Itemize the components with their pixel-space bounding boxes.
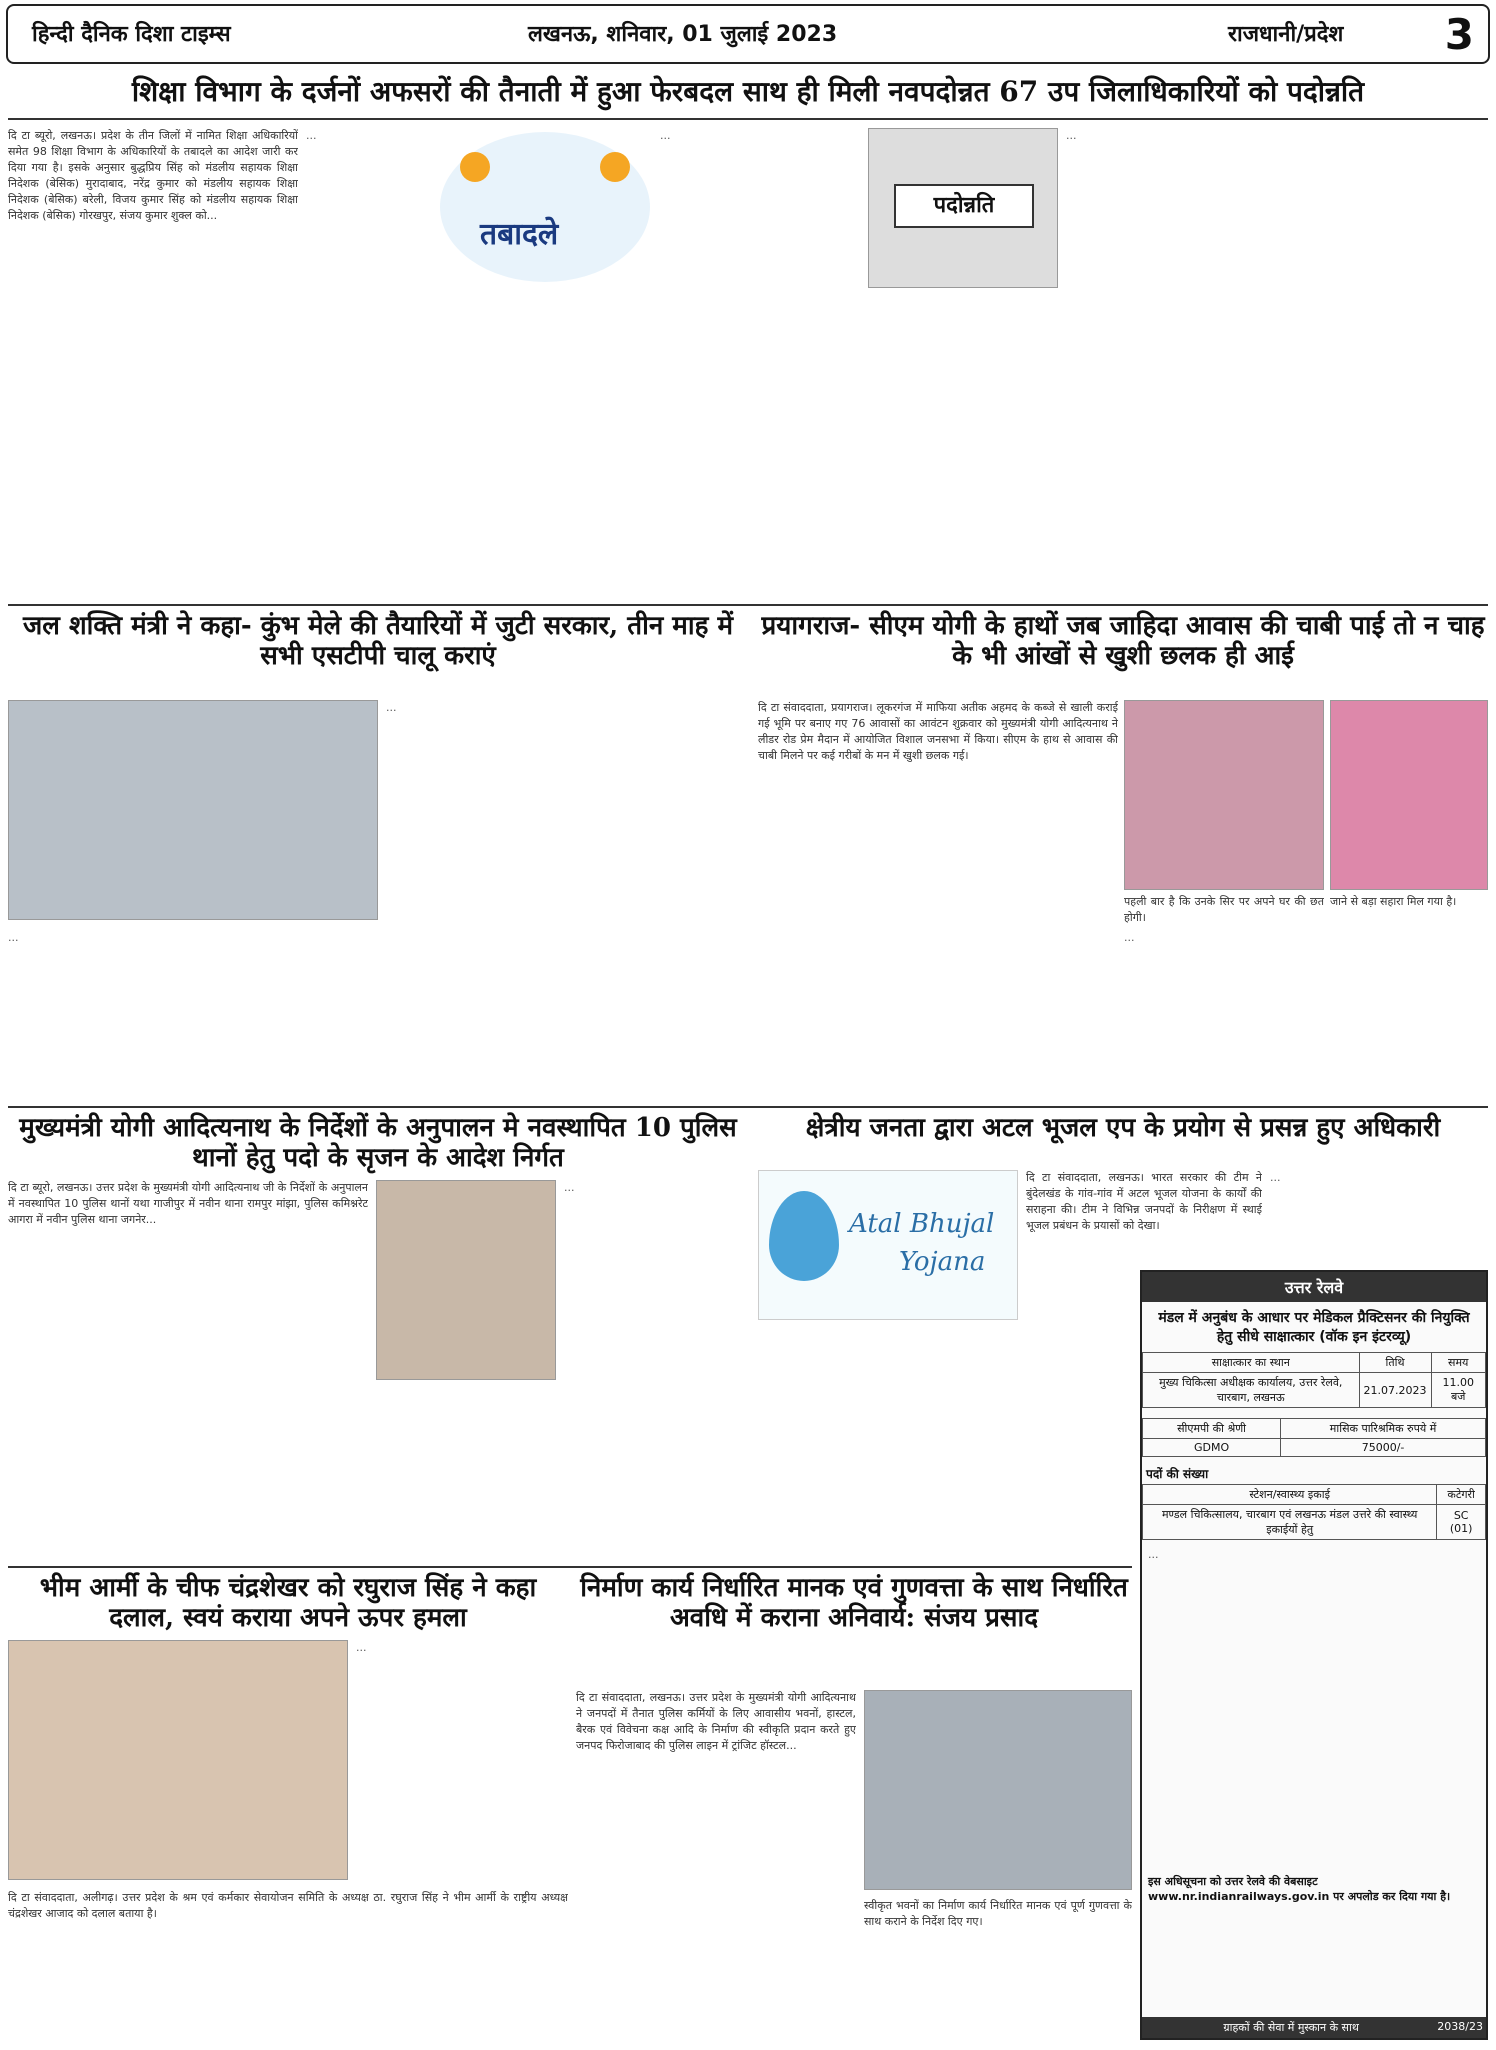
headline-s4: मुख्यमंत्री योगी आदित्यनाथ के निर्देशों के अनुपालन मे नवस्थापित 10 पुलिस थानों हेतु पदो के सृजन के आदेश निर्गत (19, 1113, 737, 1173)
story-s3-col2: ... (1124, 931, 1135, 944)
caption-2: जाने से बड़ा सहारा मिल गया है। (1330, 895, 1457, 908)
story-s1-body: दि टा ब्यूरो, लखनऊ। प्रदेश के तीन जिलों में नामित शिक्षा अधिकारियों समेत 98 शिक्षा विभाग के अधिकारियों के तबादले का आदेश जारी कर दिया गया है। इसके अनुसार बुद्धप्रिय सिंह को मंडलीय सहायक शिक्षा निदेशक (बेसिक) मुरादाबाद, नरेंद्र कुमार को मंडलीय सहायक शिक्षा निदेशक (बेसिक) बरेली, विजय कुमार सिंह को मंडलीय सहायक शिक्षा निदेशक (बेसिक) गोरखपुर, संजय कुमार शुक्ल को... (8, 129, 298, 222)
headline-s5: क्षेत्रीय जनता द्वारा अटल भूजल एप के प्रयोग से प्रसन्न हुए अधिकारी (805, 1113, 1441, 1143)
post-table (1142, 1484, 1486, 1540)
table-header: समय (1431, 1353, 1486, 1373)
table-header: सीएमपी की श्रेणी (1143, 1419, 1281, 1439)
advert-org: उत्तर रेलवे (1142, 1272, 1486, 1302)
story-s2-col2: ... (8, 931, 19, 944)
story-s7-col2: स्वीकृत भवनों का निर्माण कार्य निर्धारित मानक एवं पूर्ण गुणवत्ता के साथ कराने के निर्देश दिए गए। (864, 1899, 1132, 1928)
tagline: ग्राहकों की सेवा में मुस्कान के साथ (1223, 2021, 1359, 2034)
table-cell: 11.00 बजे (1431, 1373, 1486, 1408)
table-header: मासिक पारिश्रमिक रुपये में (1281, 1419, 1486, 1439)
story-s6-body: दि टा संवाददाता, अलीगढ़। उत्तर प्रदेश के श्रम एवं कर्मकार सेवायोजन समिति के अध्यक्ष ठा. रघुराज सिंह ने भीम आर्मी के राष्ट्रीय अध्यक्ष चंद्रशेखर आजाद को दलाल बताया है। (8, 1891, 568, 1920)
zahida-photo (1124, 700, 1324, 890)
logo-line-2: Yojana (899, 1247, 986, 1277)
logo-line-1: Atal Bhujal (849, 1209, 995, 1239)
transfer-text: तबादले (480, 217, 559, 252)
promotion-graphic (868, 128, 1058, 288)
advert-body: ... (1148, 1548, 1159, 1561)
advert-footer: इस अधिसूचना को उत्तर रेलवे की वेबसाइट www.nr.indianrailways.gov.in पर अपलोड कर दिया गया है। (1148, 1875, 1451, 1903)
headline-s3: प्रयागराज- सीएम योगी के हाथों जब जाहिदा आवास की चाबी पाई तो न चाह के भी आंखों से खुशी छलक ही आई (761, 611, 1485, 671)
sanjay-prasad-photo (376, 1180, 556, 1380)
table-cell: GDMO (1143, 1439, 1281, 1457)
cm-yogi-photo (1330, 700, 1488, 890)
transfer-graphic (440, 132, 650, 282)
story-s3-body: दि टा संवाददाता, प्रयागराज। लूकरगंज में माफिया अतीक अहमद के कब्जे से खाली कराई गई भूमि पर बनाए गए 76 आवासों का आवंटन शुक्रवार को मुख्यमंत्री योगी आदित्यनाथ ने लीडर रोड प्रेम मैदान में आयोजित विशाल जनसभा में किया। सीएम के हाथ से आवास की चाबी मिलने पर कई गरीबों के मन में खुशी छलक गई। (758, 701, 1118, 762)
story-s4-col2: ... (564, 1181, 575, 1194)
table-cell: मण्डल चिकित्सालय, चारबाग एवं लखनऊ मंडल उत्तरे की स्वास्थ्य इकाईयों हेतु (1143, 1505, 1437, 1540)
headline-s2: जल शक्ति मंत्री ने कहा- कुंभ मेले की तैयारियों में जुटी सरकार, तीन माह में सभी एसटीपी चालू कराएं (22, 611, 733, 671)
headline-s6: भीम आर्मी के चीफ चंद्रशेखर को रघुराज सिंह ने कहा दलाल, स्वयं कराया अपने ऊपर हमला (39, 1573, 537, 1633)
minister-photo (8, 700, 378, 920)
story-s4-body: दि टा ब्यूरो, लखनऊ। उत्तर प्रदेश के मुख्यमंत्री योगी आदित्यनाथ जी के निर्देशों के अनुपालन में नवस्थापित 10 पुलिस थानों यथा गाजीपुर में नवीन थाना रामपुर मांझा, पुलिस कमिश्नरेट आगरा में नवीन पुलिस थाना जगनेर... (8, 1181, 368, 1226)
divider (8, 118, 1488, 120)
story-s5-body: दि टा संवाददाता, लखनऊ। भारत सरकार की टीम ने बुंदेलखंड के गांव-गांव में अटल भूजल योजना के कार्यों की सराहना की। टीम ने विभिन्न जनपदों के निरीक्षण में स्थाई भूजल प्रबंधन के प्रयासों को देखा। (1026, 1171, 1262, 1232)
story-s2-body: ... (386, 701, 397, 714)
caption-1: पहली बार है कि उनके सिर पर अपने घर की छत होगी। (1124, 895, 1324, 924)
raghuraj-singh-photo (8, 1640, 348, 1880)
dateline: लखनऊ, शनिवार, 01 जुलाई 2023 (528, 22, 838, 47)
person-icon (460, 152, 490, 182)
railway-advert (1140, 1270, 1488, 2040)
advert-table (1142, 1352, 1486, 1408)
table-header: कटेगरी (1437, 1485, 1486, 1505)
divider (8, 1566, 1132, 1568)
divider (8, 1106, 1488, 1108)
atal-bhujal-logo (758, 1170, 1018, 1320)
building-photo (864, 1690, 1132, 1890)
advert-tagline (1142, 2017, 1486, 2038)
table-cell: 75000/- (1281, 1439, 1486, 1457)
person-icon (600, 152, 630, 182)
story-s6-col2: ... (356, 1641, 367, 1654)
water-drop-icon (769, 1191, 839, 1281)
promotion-text: पदोन्नति (894, 184, 1034, 228)
story-s1-col3: ... (660, 129, 671, 142)
pay-table (1142, 1418, 1486, 1457)
headline-s7: निर्माण कार्य निर्धारित मानक एवं गुणवत्ता के साथ निर्धारित अवधि में कराना अनिवार्य: संजय प्रसाद (580, 1573, 1128, 1633)
page-number: 3 (1444, 10, 1474, 59)
table-cell: SC (01) (1437, 1505, 1486, 1540)
post-label: पदों की संख्या (1146, 1467, 1209, 1481)
story-s7-body: दि टा संवाददाता, लखनऊ। उत्तर प्रदेश के मुख्यमंत्री योगी आदित्यनाथ ने जनपदों में तैनात पुलिस कर्मियों के लिए आवासीय भवनों, हास्टल, बैरक एवं विवेचना कक्ष आदि के निर्माण की स्वीकृति प्रदान करते हुए जनपद फिरोजाबाद की पुलिस लाइन में ट्रांजिट हॉस्टल... (576, 1691, 856, 1752)
table-cell: 21.07.2023 (1359, 1373, 1431, 1408)
divider (8, 604, 1488, 606)
section-name: राजधानी/प्रदेश (1228, 22, 1344, 47)
story-s5-col2: ... (1270, 1171, 1281, 1184)
table-header: स्टेशन/स्वास्थ्य इकाई (1143, 1485, 1437, 1505)
advert-title: मंडल में अनुबंध के आधार पर मेडिकल प्रैक्टिसनर की नियुक्ति हेतु सीधे साक्षात्कार (वॉक इन इंटरव्यू) (1158, 1310, 1470, 1345)
story-s1-col4: ... (1066, 129, 1077, 142)
table-cell: मुख्य चिकित्सा अधीक्षक कार्यालय, उत्तर रेलवे, चारबाग, लखनऊ (1143, 1373, 1360, 1408)
headline-s1: शिक्षा विभाग के दर्जनों अफसरों की तैनाती में हुआ फेरबदल साथ ही मिली नवपदोन्नत 67 उप जिलाधिकारियों को पदोन्नति (131, 75, 1365, 108)
masthead (6, 4, 1490, 64)
paper-name: हिन्दी दैनिक दिशा टाइम्स (32, 22, 231, 47)
story-s1-col2: ... (306, 129, 317, 142)
advert-code: 2038/23 (1437, 2020, 1483, 2033)
table-header: तिथि (1359, 1353, 1431, 1373)
table-header: साक्षात्कार का स्थान (1143, 1353, 1360, 1373)
